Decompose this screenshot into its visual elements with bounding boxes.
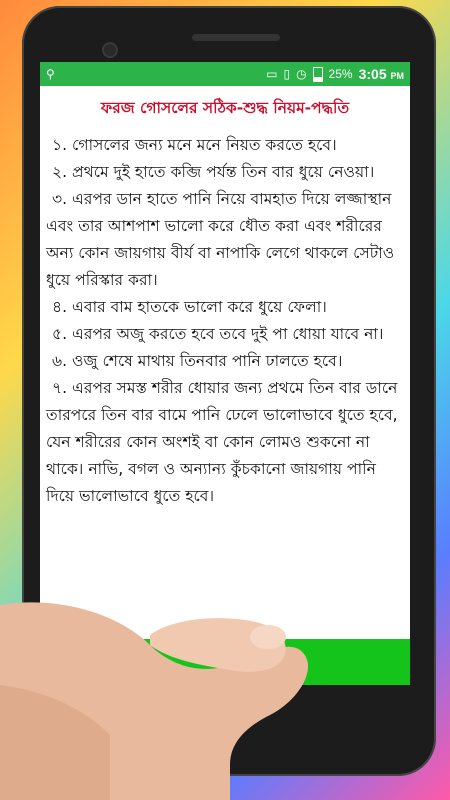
article-paragraph: ৬. ওজু শেষে মাথায় তিনবার পানি ঢালতে হবে। [52,352,343,370]
article-paragraph: ৩. এরপর ডান হাতে পানি নিয়ে বামহাত দিয়ে লজ্জাস্থান এবং তার আশপাশ ভালো করে ধৌত করা এবং শরীরের অন্য কোন জায়গায় বীর্য বা নাপাকি লেগে থাকলে সেটাও ধুয়ে পরিস্কার করা। [46,190,395,289]
article-title: ফরজ গোসলের সঠিক-শুদ্ধ নিয়ম-পদ্ধতি [100,99,350,117]
phone-screen [40,62,410,685]
article-paragraph: ৪. এবার বাম হাতকে ভালো করে ধুয়ে ফেলা। [52,298,327,316]
usb-icon: ⚲ [46,67,55,81]
clock-ampm: PM [390,71,404,81]
status-bar [40,62,410,86]
article-paragraph: ৭. এরপর সমস্ত শরীর ধোয়ার জন্য প্রথমে তিন বার ডানে তারপরে তিন বার বামে পানি ঢেলে ভালোভাবে ধুতে হবে, যেন শরীরের কোন অংশই বা কোন লোমও শুকনো না থাকে। নাভি, বগল ও অন্যান্য কুঁচকানো জায়গায় পানি দিয়ে ভালোভাবে ধুতে হবে। [46,379,398,505]
article-content[interactable] [40,86,410,510]
vibrate-icon: ▯ [283,67,291,81]
battery-icon [313,67,323,82]
article-paragraph: ১. গোসলের জন্য মনে মনে নিয়ত করতে হবে। [52,136,337,154]
cast-icon: ▭ [266,67,278,81]
bottom-banner[interactable] [40,639,410,685]
article-paragraph: ৫. এরপর অজু করতে হবে তবে দুই পা ধোয়া যাবে না। [52,325,384,343]
speaker-grille [192,34,280,41]
alarm-icon: ◷ [296,67,307,81]
article-paragraph: ২. প্রথমে দুই হাতে কব্জি পর্যন্ত তিন বার ধুয়ে নেওয়া। [52,163,375,181]
front-camera [104,44,116,56]
battery-percent: 25% [328,67,353,81]
clock: 3:05 PM [358,66,404,82]
